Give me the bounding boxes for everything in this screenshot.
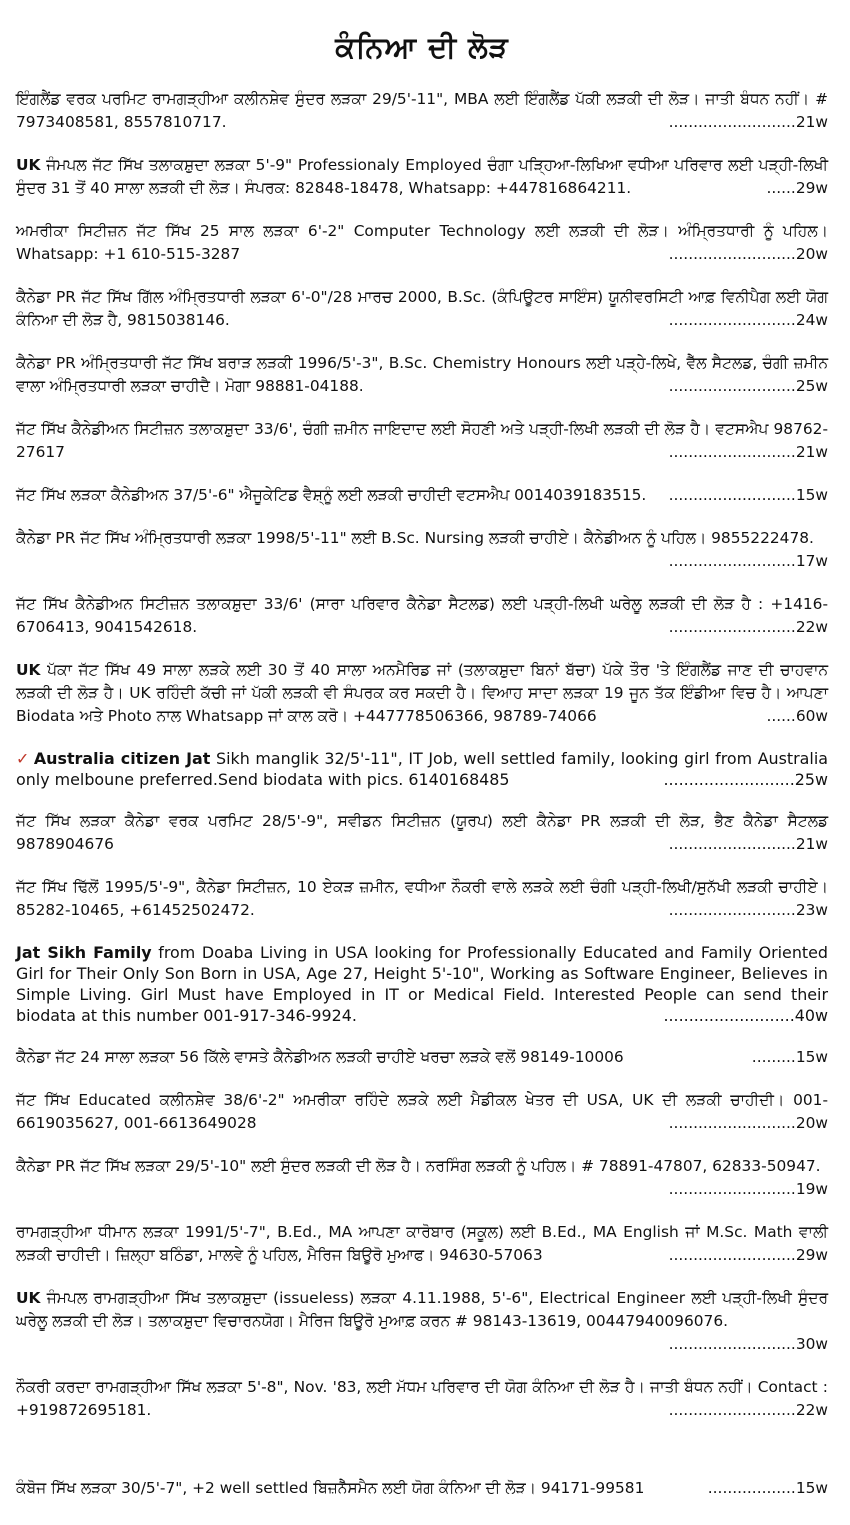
page-title: ਕੰਨਿਆ ਦੀ ਲੋੜ <box>335 30 509 64</box>
ad-code: ..........................25w <box>663 770 828 789</box>
classified-ad <box>16 748 828 790</box>
ad-code: ..........................22w <box>668 1401 828 1419</box>
ad-code: .........15w <box>751 1048 828 1066</box>
ad-text: ਜੱਟ ਸਿੱਖ ਕੈਨੇਡੀਅਨ ਸਿਟੀਜ਼ਨ ਤਲਾਕਸ਼ੁਦਾ 33/6' (ਸਾਰਾ ਪਰਿਵਾਰ ਕੈਨੇਡਾ ਸੈਟਲਡ) ਲਈ ਪੜ੍ਹੀ-ਲਿਖੀ ਘਰੇਲੂ ਲੜਕੀ ਦੀ ਲੋੜ ਹੈ : +1416-6706413, 9041542618. <box>16 595 828 636</box>
ad-text: ਪੱਕਾ ਜੱਟ ਸਿੱਖ 49 ਸਾਲਾ ਲੜਕੇ ਲਈ 30 ਤੋਂ 40 ਸਾਲਾ ਅਨਮੈਰਿਡ ਜਾਂ (ਤਲਾਕਸ਼ੁਦਾ ਬਿਨਾਂ ਬੱਚਾ) ਪੱਕੇ ਤੌਰ 'ਤੇ ਇੰਗਲੈਂਡ ਜਾਣ ਦੀ ਚਾਹਵਾਨ ਲੜਕੀ ਦੀ ਲੋੜ ਹੈ। UK ਰਹਿੰਦੀ ਕੱਚੀ ਜਾਂ ਪੱਕੀ ਲੜਕੀ ਵੀ ਸੰਪਰਕ ਕਰ ਸਕਦੀ ਹੈ। ਵਿਆਹ ਸਾਦਾ ਲੜਕਾ 19 ਜੂਨ ਤੱਕ ਇੰਡੀਆ ਵਿਚ ਹੈ। ਆਪਣਾ Biodata ਅਤੇ Photo ਨਾਲ Whatsapp ਜਾਂ ਕਾਲ ਕਰੋ। +447778506366, 98789-74066 <box>16 661 828 725</box>
ad-text: ਜੰਮਪਲ ਜੱਟ ਸਿੱਖ ਤਲਾਕਸ਼ੁਦਾ ਲੜਕਾ 5'-9" Professionaly Employed ਚੰਗਾ ਪੜ੍ਹਿਆ-ਲਿਖਿਆ ਵਧੀਆ ਪਰਿਵਾਰ ਲਈ ਪੜ੍ਹੀ-ਲਿਖੀ ਸੁੰਦਰ 31 ਤੋਂ 40 ਸਾਲਾ ਲੜਕੀ ਦੀ ਲੋੜ। ਸੰਪਰਕ: 82848-18478, Whatsapp: +447816864211. <box>16 156 828 197</box>
ad-lead: Australia citizen Jat <box>33 749 211 768</box>
classified-ad <box>16 286 828 332</box>
ad-code: ..........................21w <box>668 113 828 131</box>
ad-code: ..........................25w <box>668 377 828 395</box>
classified-ad <box>16 1089 828 1135</box>
ad-code: ......29w <box>766 179 828 197</box>
ad-code: ..........................23w <box>668 901 828 919</box>
ad-code: ..........................29w <box>668 1246 828 1264</box>
ad-text: ਕੈਨੇਡਾ PR ਅੰਮ੍ਰਿਤਧਾਰੀ ਜੱਟ ਸਿੱਖ ਬਰਾੜ ਲੜਕੀ 1996/5'-3", B.Sc. Chemistry Honours ਲਈ ਪੜ੍ਹੇ-ਲਿਖੇ, ਵੈੱਲ ਸੈਟਲਡ, ਚੰਗੀ ਜ਼ਮੀਨ ਵਾਲਾ ਅੰਮ੍ਰਿਤਧਾਰੀ ਲੜਕਾ ਚਾਹੀਦੈ। ਮੋਗਾ 98881-04188. <box>16 354 828 395</box>
ad-text: ਜੱਟ ਸਿੱਖ ਲੜਕਾ ਕੈਨੇਡੀਅਨ 37/5'-6" ਐਜੂਕੇਟਿਡ ਵੈਸ਼੍ਨੂੰ ਲਈ ਲੜਕੀ ਚਾਹੀਦੀ ਵਟਸਐਪ 0014039183515. <box>16 486 647 504</box>
classified-ad <box>16 810 828 856</box>
classified-ad <box>16 154 828 200</box>
checkmark-icon: ✓ <box>16 749 30 768</box>
ad-code: ..........................40w <box>663 1006 828 1025</box>
ad-text: ਨੌਕਰੀ ਕਰਦਾ ਰਾਮਗੜ੍ਹੀਆ ਸਿੱਖ ਲੜਕਾ 5'-8", Nov. '83, ਲਈ ਮੱਧਮ ਪਰਿਵਾਰ ਦੀ ਯੋਗ ਕੰਨਿਆ ਦੀ ਲੋੜ ਹੈ। ਜਾਤੀ ਬੰਧਨ ਨਹੀਂ। Contact : +919872695181. <box>16 1378 828 1419</box>
classified-ad <box>16 1376 828 1422</box>
ad-text: ਇੰਗਲੈਂਡ ਵਰਕ ਪਰਮਿਟ ਰਾਮਗੜ੍ਹੀਆ ਕਲੀਨਸ਼ੇਵ ਸੁੰਦਰ ਲੜਕਾ 29/5'-11", MBA ਲਈ ਇੰਗਲੈਂਡ ਪੱਕੀ ਲੜਕੀ ਦੀ ਲੋੜ। ਜਾਤੀ ਬੰਧਨ ਨਹੀਂ। # 7973408581, 8557810717. <box>16 90 828 131</box>
ad-text: ਜੱਟ ਸਿੱਖ ਢਿੱਲੋਂ 1995/5'-9", ਕੈਨੇਡਾ ਸਿਟੀਜ਼ਨ, 10 ਏਕੜ ਜ਼ਮੀਨ, ਵਧੀਆ ਨੌਕਰੀ ਵਾਲੇ ਲੜਕੇ ਲਈ ਚੰਗੀ ਪੜ੍ਹੀ-ਲਿਖੀ/ਸੁਨੱਖੀ ਲੜਕੀ ਚਾਹੀਏ। 85282-10465, +61452502472. <box>16 878 828 919</box>
ad-code: ..........................20w <box>668 1114 828 1132</box>
ad-code: ..........................19w <box>668 1180 828 1198</box>
classified-ad <box>16 593 828 639</box>
ad-code: ..........................20w <box>668 245 828 263</box>
ad-text: ਜੱਟ ਸਿੱਖ ਕੈਨੇਡੀਅਨ ਸਿਟੀਜ਼ਨ ਤਲਾਕਸ਼ੁਦਾ 33/6', ਚੰਗੀ ਜ਼ਮੀਨ ਜਾਇਦਾਦ ਲਈ ਸੋਹਣੀ ਅਤੇ ਪੜ੍ਹੀ-ਲਿਖੀ ਲੜਕੀ ਦੀ ਲੋੜ ਹੈ। ਵਟਸਐਪ 98762-27617 <box>16 420 828 461</box>
classified-ad <box>16 876 828 922</box>
ad-lead: UK <box>16 661 41 679</box>
classified-ad <box>16 659 828 728</box>
classified-ad <box>16 220 828 266</box>
ad-text: Sikh manglik 32/5'-11", IT Job, well settled family, looking girl from Australia only melboune preferred.Send biodata with pics. 6140168485 <box>16 749 828 789</box>
classified-ad <box>16 1046 828 1069</box>
ad-code: ..........................24w <box>668 311 828 329</box>
classified-ad <box>16 527 828 573</box>
ad-text: ਕੈਨੇਡਾ PR ਜੱਟ ਸਿੱਖ ਗਿੱਲ ਅੰਮ੍ਰਿਤਧਾਰੀ ਲੜਕਾ 6'-0"/28 ਮਾਰਚ 2000, B.Sc. (ਕੰਪਿਊਟਰ ਸਾਇੰਸ) ਯੂਨੀਵਰਸਿਟੀ ਆਫ਼ ਵਿਨੀਪੈਗ ਲਈ ਯੋਗ ਕੰਨਿਆ ਦੀ ਲੋੜ ਹੈ, 9815038146. <box>16 288 828 329</box>
ad-lead: UK <box>16 1289 41 1307</box>
ad-code: ......60w <box>766 707 828 725</box>
classified-ad <box>16 942 828 1026</box>
ad-text: ਜੱਟ ਸਿੱਖ Educated ਕਲੀਨਸ਼ੇਵ 38/6'-2" ਅਮਰੀਕਾ ਰਹਿੰਦੇ ਲੜਕੇ ਲਈ ਮੈਡੀਕਲ ਖੇਤਰ ਦੀ USA, UK ਦੀ ਲੜਕੀ ਚਾਹੀਦੀ। 001-6619035627, 001-6613649028 <box>16 1091 828 1132</box>
ad-code: ..........................30w <box>668 1335 828 1353</box>
ad-lead: UK <box>16 156 41 174</box>
ad-text: ਕੈਨੇਡਾ PR ਜੱਟ ਸਿੱਖ ਲੜਕਾ 29/5'-10" ਲਈ ਸੁੰਦਰ ਲੜਕੀ ਦੀ ਲੋੜ ਹੈ। ਨਰਸਿੰਗ ਲੜਕੀ ਨੂੰ ਪਹਿਲ। # 78891-47807, 62833-50947. <box>16 1157 821 1175</box>
classified-ad <box>16 418 828 464</box>
classified-ad <box>16 1477 828 1500</box>
ad-text: ਅਮਰੀਕਾ ਸਿਟੀਜ਼ਨ ਜੱਟ ਸਿੱਖ 25 ਸਾਲ ਲੜਕਾ 6'-2" Computer Technology ਲਈ ਲੜਕੀ ਦੀ ਲੋੜ। ਅੰਮ੍ਰਿਤਧਾਰੀ ਨੂੰ ਪਹਿਲ। Whatsapp: +1 610-515-3287 <box>16 222 828 263</box>
ad-text: ਕੰਬੋਜ ਸਿੱਖ ਲੜਕਾ 30/5'-7", +2 well settled ਬਿਜ਼ਨੈੱਸਮੈਨ ਲਈ ਯੋਗ ਕੰਨਿਆ ਦੀ ਲੋੜ। 94171-99581 <box>16 1479 645 1497</box>
classified-ad <box>16 1155 828 1201</box>
ad-code: ..................15w <box>707 1479 828 1497</box>
ad-text: ਕੈਨੇਡਾ PR ਜੱਟ ਸਿੱਖ ਅੰਮ੍ਰਿਤਧਾਰੀ ਲੜਕਾ 1998/5'-11" ਲਈ B.Sc. Nursing ਲੜਕੀ ਚਾਹੀਏ। ਕੈਨੇਡੀਅਨ ਨੂੰ ਪਹਿਲ। 9855222478. <box>16 529 814 547</box>
ad-text: ਰਾਮਗੜ੍ਹੀਆ ਧੀਮਾਨ ਲੜਕਾ 1991/5'-7", B.Ed., MA ਆਪਣਾ ਕਾਰੋਬਾਰ (ਸਕੂਲ) ਲਈ B.Ed., MA English ਜਾਂ M.Sc. Math ਵਾਲੀ ਲੜਕੀ ਚਾਹੀਦੀ। ਜ਼ਿਲ੍ਹਾ ਬਠਿੰਡਾ, ਮਾਲਵੇ ਨੂੰ ਪਹਿਲ, ਮੈਰਿਜ ਬਿਊਰੋ ਮੁਆਫ। 94630-57063 <box>16 1223 828 1264</box>
ad-text: ਕੈਨੇਡਾ ਜੱਟ 24 ਸਾਲਾ ਲੜਕਾ 56 ਕਿੱਲੇ ਵਾਸਤੇ ਕੈਨੇਡੀਅਨ ਲੜਕੀ ਚਾਹੀਏ ਖਰਚਾ ਲੜਕੇ ਵਲੋਂ 98149-10006 <box>16 1048 624 1066</box>
ad-text: ਜੱਟ ਸਿੱਖ ਲੜਕਾ ਕੈਨੇਡਾ ਵਰਕ ਪਰਮਿਟ 28/5'-9", ਸਵੀਡਨ ਸਿਟੀਜ਼ਨ (ਯੂਰਪ) ਲਈ ਕੈਨੇਡਾ PR ਲੜਕੀ ਦੀ ਲੋੜ, ਭੈਣ ਕੈਨੇਡਾ ਸੈਟਲਡ 9878904676 <box>16 812 828 853</box>
classified-ad <box>16 1287 828 1356</box>
ad-code: ..........................21w <box>668 443 828 461</box>
ad-code: ..........................22w <box>668 618 828 636</box>
ad-text: from Doaba Living in USA looking for Professionally Educated and Family Oriented Girl for Their Only Son Born in USA, Age 27, Height 5'-10", Working as Software Engineer, Believes in Simple Living. Girl Must have Employed in IT or Medical Field. Interested People can send their biodata at this number 001-917-346-9924. <box>16 943 828 1025</box>
classified-ad <box>16 352 828 398</box>
ad-lead: Jat Sikh Family <box>16 943 152 962</box>
ad-code: ..........................21w <box>668 835 828 853</box>
ad-code: ..........................15w <box>668 486 828 504</box>
classified-ad <box>16 1221 828 1267</box>
classified-ad <box>16 484 828 507</box>
ad-text: ਜੰਮਪਲ ਰਾਮਗੜ੍ਹੀਆ ਸਿੱਖ ਤਲਾਕਸ਼ੁਦਾ (issueless) ਲੜਕਾ 4.11.1988, 5'-6", Electrical Engineer ਲਈ ਪੜ੍ਹੀ-ਲਿਖੀ ਸੁੰਦਰ ਘਰੇਲੂ ਲੜਕੀ ਦੀ ਲੋੜ। ਤਲਾਕਸ਼ੁਦਾ ਵਿਚਾਰਨਯੋਗ। ਮੈਰਿਜ ਬਿਊਰੋ ਮੁਆਫ਼ ਕਰਨ # 98143-13619, 00447940096076. <box>16 1289 828 1330</box>
classified-ad <box>16 88 828 134</box>
ad-code: ..........................17w <box>668 552 828 570</box>
